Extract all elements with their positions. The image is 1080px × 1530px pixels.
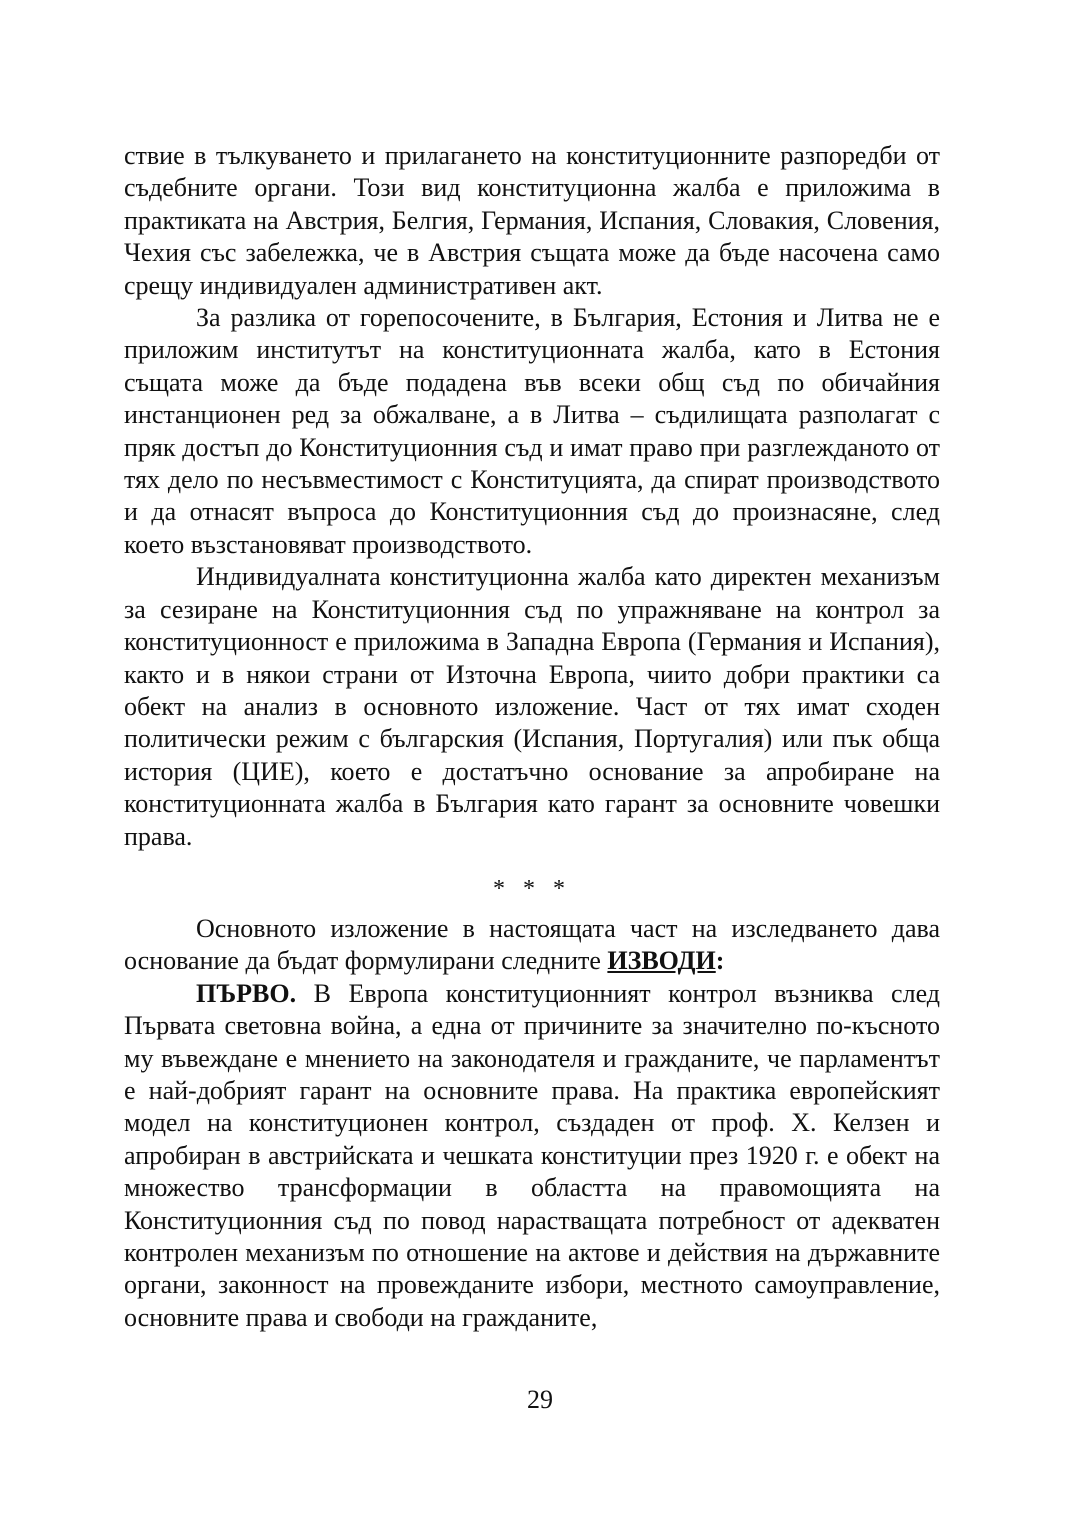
paragraph-1: ствие в тълкуването и прилагането на конституционните разпоредби от съдебните органи. Този вид конституционна жалба е приложима в практиката на Австрия, Белгия, Германия, Испания, Словакия, Словения, Чехия със забележка, че в Австрия същата може да бъде насочена само срещу индивидуален административен акт. xyxy=(124,141,940,300)
page-number: 29 xyxy=(527,1385,553,1414)
first-conclusion-text: В Европа конституционният контрол възниква след Първата световна война, а една от причините за значително по-късното му въвеждане е мнението на законодателя и гражданите, че парламентът е най-добрият гарант на основните права. На практика европейският модел на конституционен контрол, създаден от проф. Х. Келзен и апробиран в австрийската и чешката конституции през 1920 г. е обект на множество трансформации в областта на правомощията на Конституционния съд по повод нарастващата потребност от адекватен контролен механизъм по отношение на актове и действия на държавните органи, законност на провежданите избори, местното самоуправление, основните права и свободи на гражданите, xyxy=(124,978,940,1332)
first-conclusion-paragraph xyxy=(124,978,940,1334)
paragraph-2: За разлика от горепосочените, в България, Естония и Литва не е приложим институтът на конституционната жалба, като в Естония същата може да бъде подадена във всеки общ съд по обичайния инстанционен ред за обжалване, а в Литва – съдилищата разполагат с пряк достъп до Конституционния съд и имат право при разглежданото от тях дело по несъвместимост с Конституцията, да спират производството и да отнасят въпроса до Конституционния съд до произнасяне, след което възстановяват производството. xyxy=(124,303,940,559)
first-conclusion-label: ПЪРВО. xyxy=(196,978,297,1008)
body-text xyxy=(124,140,940,1334)
conclusions-colon: : xyxy=(715,946,725,976)
conclusions-heading: ИЗВОДИ xyxy=(607,946,716,976)
conclusions-intro-text: Основното изложение в настоящата част на изследването дава основание да бъдат формулирани следните xyxy=(124,913,940,976)
paragraph-3: Индивидуалната конституционна жалба като директен механизъм за сезиране на Конституционния съд по упражняване на контрол за конституционност е приложима в Западна Европа (Германия и Испания), както и в някои страни от Източна Европа, чиито добри практики са обект на анализ в основното изложение. Част от тях имат сходен политически режим с българския (Испания, Португалия) или пък обща история (ЦИЕ), което е достатъчно основание за апробиране на конституционната жалба в България като гарант за основните човешки права. xyxy=(124,562,940,851)
conclusions-intro-paragraph xyxy=(124,913,940,978)
section-separator: * * * xyxy=(493,875,571,902)
